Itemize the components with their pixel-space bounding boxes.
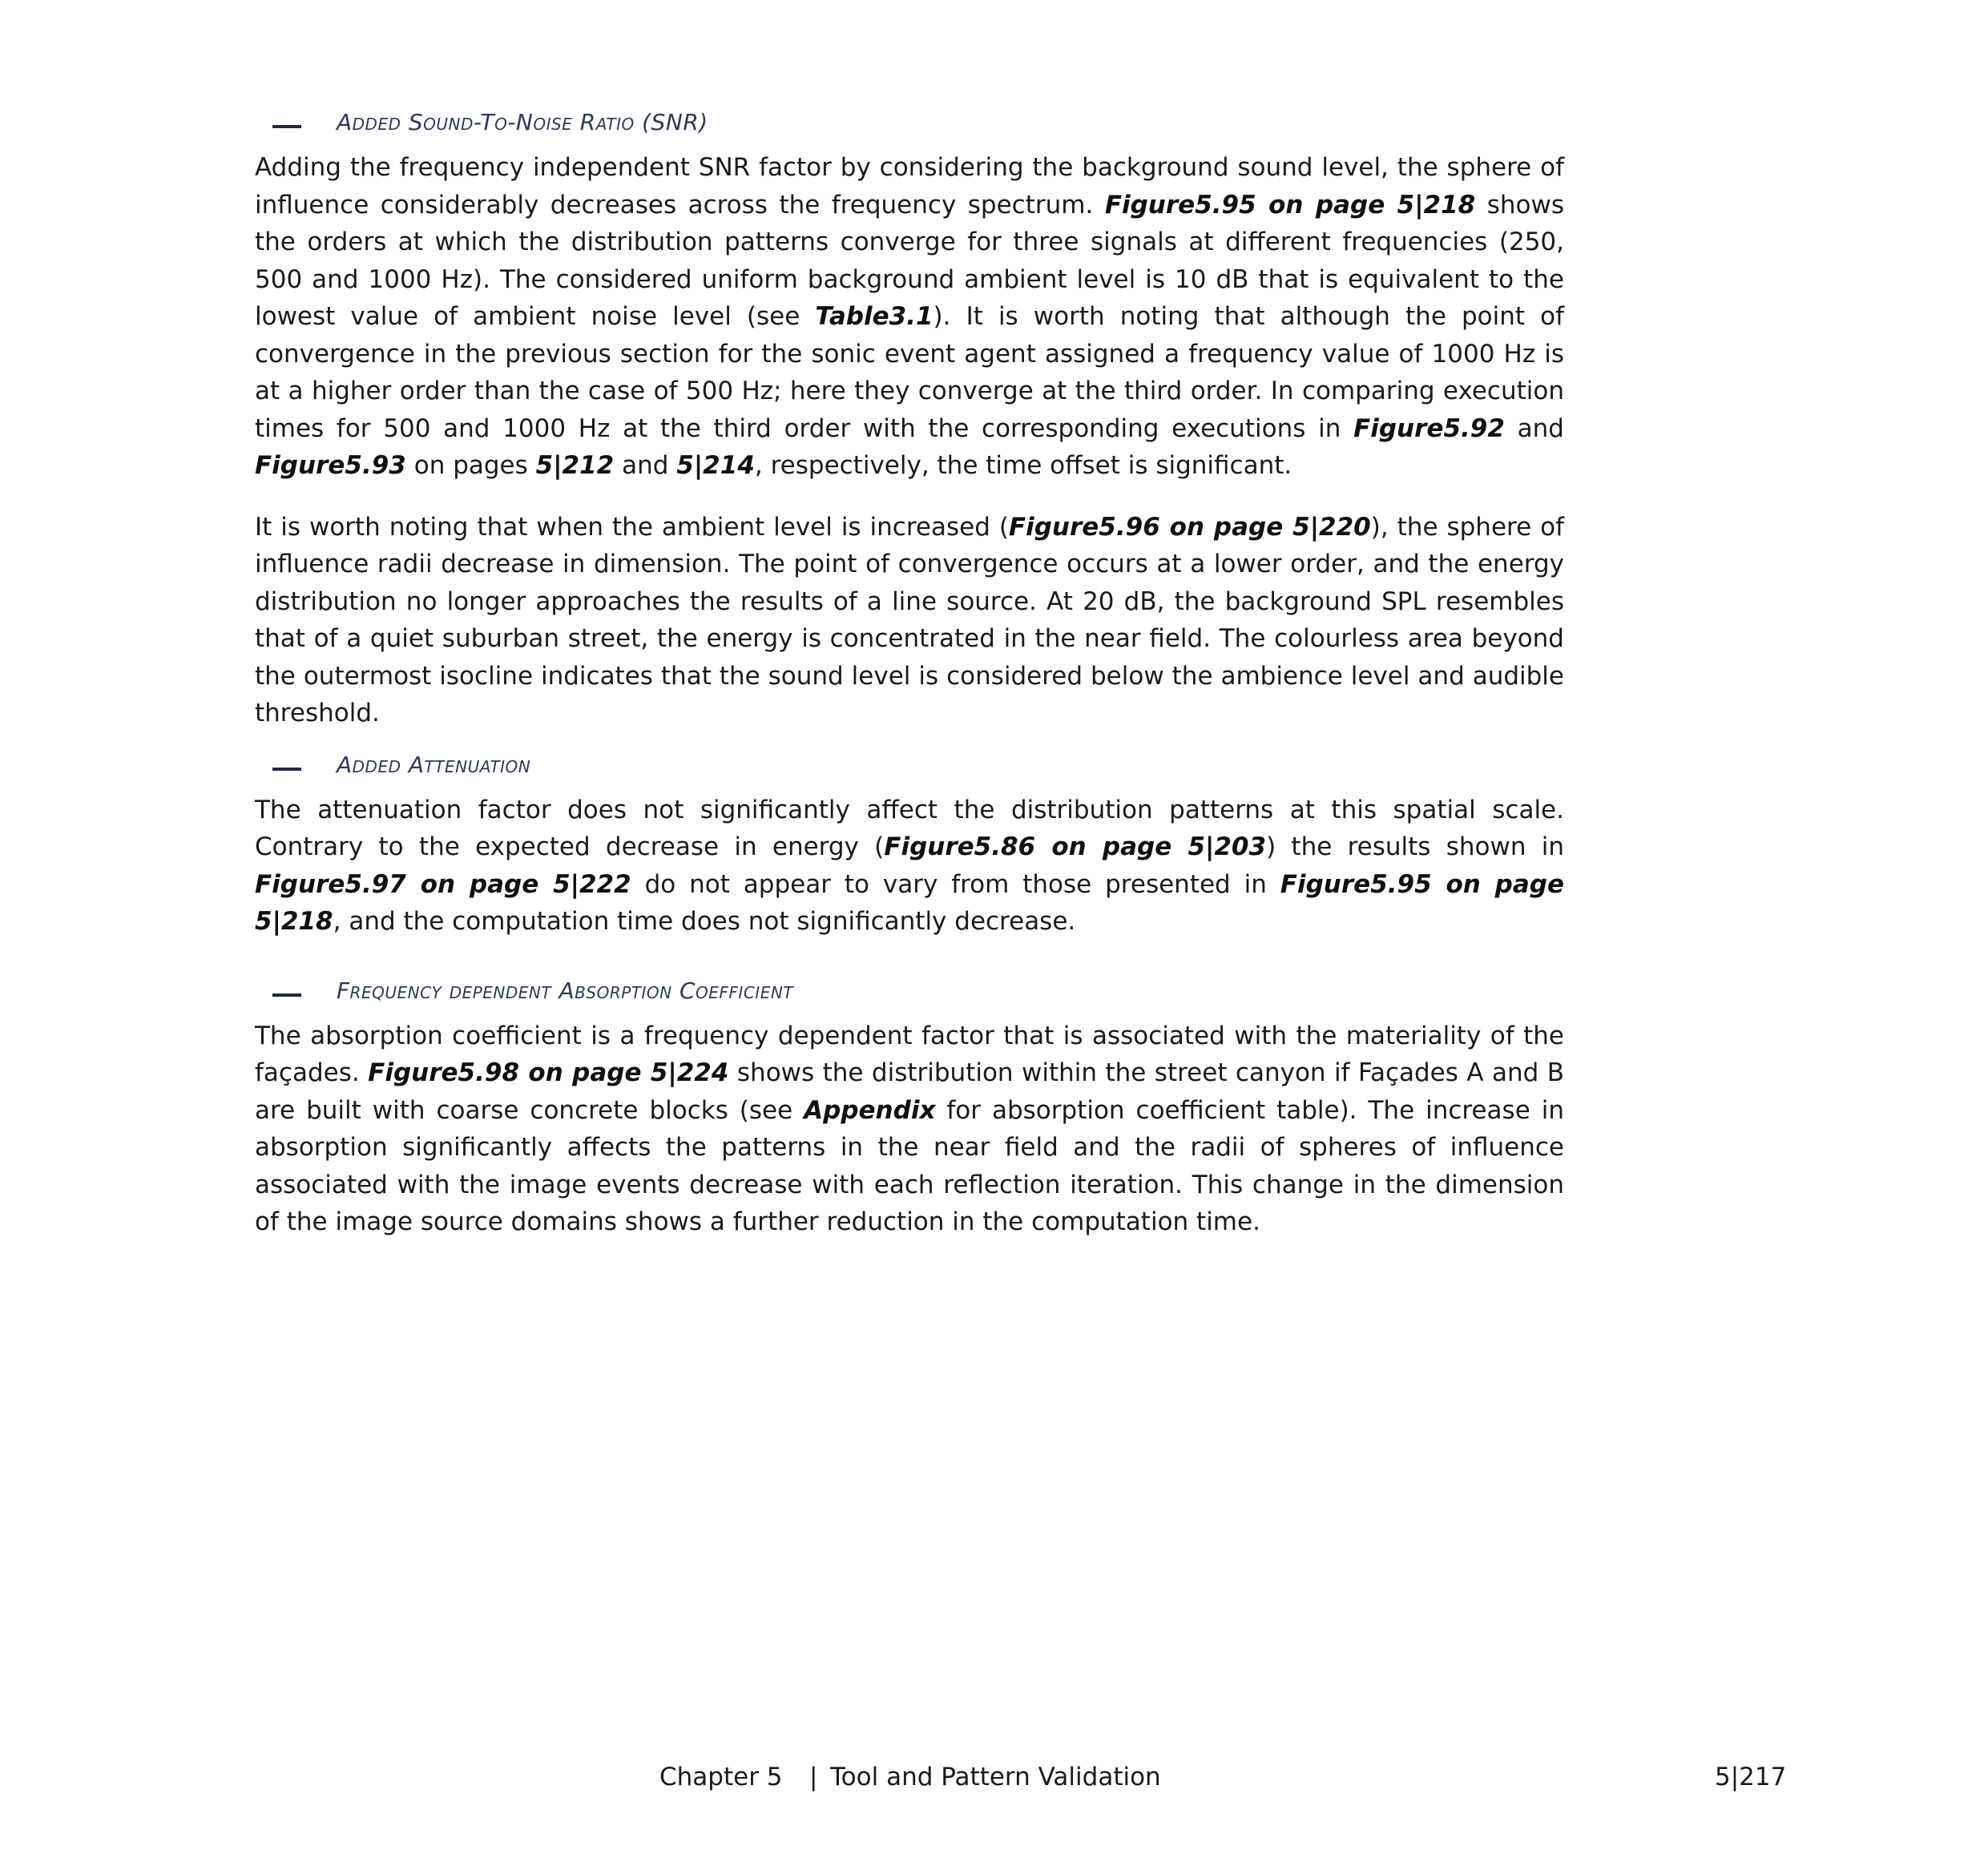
footer-separator: | <box>809 1763 818 1791</box>
page-footer <box>0 1763 1988 1795</box>
page-body <box>255 104 1564 1241</box>
text-run: ), the sphere of influence radii decrease in dimension. The point of convergence occurs at a lower order, and the energy distribution no longer approaches the results of a line source. At 20 dB, the background SPL resembles that of a quiet suburban street, the energy is concentrated in the near field. The colourless area beyond the outermost isocline indicates that the sound level is considered below the ambience level and audible threshold. <box>255 512 1564 727</box>
cross-reference: Figure5.95 on page 5|218 <box>255 869 1565 936</box>
text-run: It is worth noting that when the ambient level is increased ( <box>255 512 1009 542</box>
paragraph <box>255 509 1564 732</box>
text-run: and <box>1504 413 1564 443</box>
text-run: for absorption coefficient table). The increase in absorption significantly affects the patterns in the near field and the radii of spheres of influence associated with the image events decrease with each reflection iteration. This change in the dimension of the image source domains shows a further reduction in the computation time. <box>255 1095 1564 1236</box>
cross-reference: Figure5.97 on page 5|222 <box>255 869 631 899</box>
section-title: Frequency dependent Absorption Coefficient <box>337 977 794 1004</box>
section-heading-snr <box>255 104 1564 146</box>
text-run: do not appear to vary from those presented in <box>631 869 1280 899</box>
text-run: on pages <box>405 451 536 480</box>
cross-reference: Figure5.98 on page 5|224 <box>368 1058 729 1087</box>
cross-reference: Figure5.92 <box>1353 413 1505 443</box>
text-run: ) the results shown in <box>1266 832 1565 861</box>
cross-reference: Figure5.95 on page 5|218 <box>1104 190 1476 220</box>
text-run: ). It is worth noting that although the point of convergence in the previous section for the sonic event agent assigned a frequency value of 1000 Hz is at a higher order than the case of 500 Hz; here they converge at the third order. In comparing execution times for 500 and 1000 Hz at the third order with the corresponding executions in <box>255 302 1564 443</box>
text-run: Adding the frequency independent SNR factor by considering the background sound level, the sphere of influence considerably decreases across the frequency spectrum. <box>255 153 1564 220</box>
text-run: shows the orders at which the distribution patterns converge for three signals at different frequencies (250, 500 and 1000 Hz). The considered uniform background ambient level is 10 dB that is equivalent to the lowest value of ambient noise level (see <box>255 190 1565 331</box>
text-run: shows the distribution within the street canyon if Façades A and B are built with coarse concrete blocks (see <box>255 1058 1565 1125</box>
section-title: Added Sound-To-Noise Ratio (SNR) <box>337 109 708 135</box>
cross-reference: Figure5.96 on page 5|220 <box>1008 512 1371 542</box>
text-run: The attenuation factor does not significantly affect the distribution patterns at this spatial scale. Contrary to the expected decrease in energy ( <box>255 795 1564 861</box>
footer-chapter: Chapter 5 <box>659 1763 783 1791</box>
paragraph <box>255 1018 1564 1241</box>
em-dash-marker <box>272 993 301 997</box>
cross-reference: Figure5.86 on page 5|203 <box>884 832 1267 861</box>
text-run: , respectively, the time offset is significant. <box>754 451 1292 480</box>
footer-title: Tool and Pattern Validation <box>830 1763 1161 1791</box>
section-heading-attenuation <box>255 747 1564 788</box>
text-run: The absorption coefficient is a frequency dependent factor that is associated with the materiality of the façades. <box>255 1021 1564 1087</box>
paragraph <box>255 149 1564 485</box>
cross-reference: Table3.1 <box>815 302 934 331</box>
cross-reference: Figure5.93 <box>255 451 406 480</box>
page-number: 5|217 <box>1715 1763 1787 1791</box>
cross-reference: 5|212 <box>535 451 615 480</box>
text-run: , and the computation time does not significantly decrease. <box>333 907 1076 936</box>
em-dash-marker <box>272 125 301 128</box>
section-heading-absorption <box>255 973 1564 1014</box>
text-run: and <box>614 451 677 480</box>
cross-reference: 5|214 <box>676 451 755 480</box>
section-title: Added Attenuation <box>337 751 531 778</box>
em-dash-marker <box>272 768 301 771</box>
paragraph <box>255 792 1564 941</box>
cross-reference: Appendix <box>804 1095 936 1125</box>
